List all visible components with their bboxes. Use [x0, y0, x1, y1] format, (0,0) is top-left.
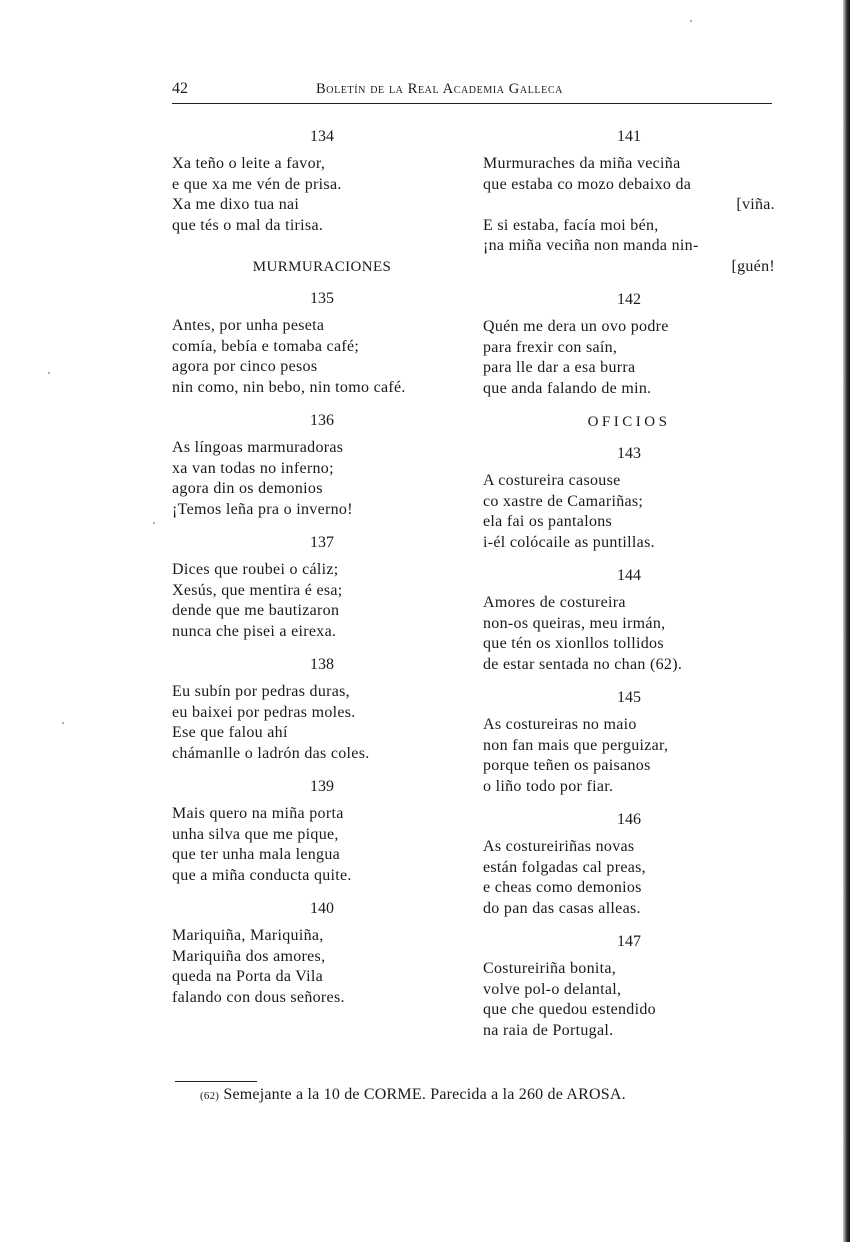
- verse-line: que tén os xionllos tollidos: [483, 635, 664, 652]
- verse-line: As costureiras no maio: [483, 716, 637, 733]
- footnote-text: Semejante a la 10 de CORME. Parecida a la 260 de AROSA.: [223, 1086, 626, 1103]
- verse-line: falando con dous señores.: [172, 988, 345, 1006]
- scan-speck: [48, 372, 50, 374]
- poem-135: [172, 290, 472, 398]
- verse-line: ela fai os pantalons: [483, 513, 613, 530]
- poem-number: 142: [617, 291, 641, 308]
- poem-137: [172, 534, 472, 642]
- verse-line: Costureiriña bonita,: [483, 960, 617, 977]
- verse-line: que estaba co mozo debaixo da: [483, 175, 692, 193]
- verse-line: A costureira casouse: [483, 472, 621, 489]
- verse-line: unha silva que me pique,: [172, 825, 339, 843]
- verse-line: ¡na miña veciña non manda nin-: [483, 237, 699, 254]
- verse-line: para lle dar a esa burra: [483, 359, 636, 376]
- scan-speck: [690, 20, 692, 22]
- verse-line: na raia de Portugal.: [483, 1021, 614, 1039]
- poem-138: [172, 656, 472, 764]
- verse-line: Ese que falou ahí: [172, 724, 288, 741]
- poem-number: 144: [617, 567, 641, 584]
- verse-line: están folgadas cal preas,: [483, 858, 646, 876]
- poem-number: 137: [310, 534, 334, 551]
- poem-number: 143: [617, 445, 641, 462]
- verse-line: co xastre de Camariñas;: [483, 492, 644, 510]
- poem-140: [172, 900, 472, 1008]
- verse-line: Eu subín por pedras duras,: [172, 683, 350, 700]
- verse-line: Mariquiña, Mariquiña,: [172, 927, 324, 944]
- poem-number: 135: [310, 290, 334, 307]
- poem-number: 134: [310, 128, 334, 145]
- verse-line: queda na Porta da Vila: [172, 968, 324, 985]
- verse-line: agora din os demonios: [172, 480, 323, 497]
- verse-line: Mais quero na miña porta: [172, 805, 344, 822]
- verse-line: non fan mais que perguizar,: [483, 736, 669, 754]
- running-title: Boletín de la Real Academia Galleca: [316, 81, 563, 97]
- poem-145: [483, 689, 775, 797]
- poem-134: [172, 128, 472, 236]
- verse-line: Dices que roubei o cáliz;: [172, 561, 339, 578]
- verse-line: que anda falando de min.: [483, 379, 652, 397]
- page-header: [172, 80, 772, 104]
- poem-147: [483, 933, 775, 1041]
- verse-line: non-os queiras, meu irmán,: [483, 614, 666, 632]
- verse-line: dende que me bautizaron: [172, 602, 340, 619]
- verse-line: agora por cinco pesos: [172, 358, 318, 375]
- verse-line: nin como, nin bebo, nin tomo café.: [172, 378, 406, 396]
- poem-number: 145: [617, 689, 641, 706]
- scan-speck: [62, 722, 64, 724]
- verse-line: As língoas marmuradoras: [172, 439, 344, 456]
- scan-edge-shadow: [843, 0, 850, 1242]
- verse-line: que tés o mal da tirisa.: [172, 216, 324, 234]
- verse-line: que ter unha mala lengua: [172, 846, 341, 863]
- poem-144: [483, 567, 775, 675]
- verse-line: Xesús, que mentira é esa;: [172, 581, 343, 599]
- verse-line: e cheas como demonios: [483, 879, 642, 896]
- verse-line: nunca che pisei a eirexa.: [172, 622, 337, 640]
- footnote-marker: (62): [200, 1090, 220, 1102]
- verse-line: ¡Temos leña pra o inverno!: [172, 500, 353, 518]
- section-heading: MURMURACIONES: [252, 259, 392, 275]
- verse-line: que a miña conducta quite.: [172, 866, 352, 884]
- page-number: 42: [172, 80, 188, 97]
- section-heading: OFICIOS: [587, 414, 671, 430]
- verse-line: Antes, por unha peseta: [172, 317, 325, 334]
- poem-143: [483, 445, 775, 553]
- poem-number: 136: [310, 412, 334, 429]
- verse-line: [guén!: [731, 257, 775, 275]
- header-rule: [172, 103, 772, 104]
- verse-line: do pan das casas alleas.: [483, 899, 641, 917]
- verse-line: Xa me dixo tua nai: [172, 196, 300, 213]
- footnote: [200, 1086, 626, 1104]
- verse-line: Murmuraches da miña veciña: [483, 155, 681, 172]
- verse-line: xa van todas no inferno;: [172, 459, 334, 477]
- verse-line: comía, bebía e tomaba café;: [172, 337, 360, 355]
- verse-line: que che quedou estendido: [483, 1001, 656, 1018]
- poem-141: [483, 128, 775, 277]
- poem-136: [172, 412, 472, 520]
- left-column: [172, 128, 472, 1022]
- verse-line: Amores de costureira: [483, 594, 626, 611]
- verse-line: o liño todo por fiar.: [483, 777, 614, 795]
- poem-139: [172, 778, 472, 886]
- verse-line: Mariquiña dos amores,: [172, 947, 326, 965]
- scan-speck: [153, 522, 155, 524]
- poem-142: [483, 291, 775, 399]
- verse-line: volve pol-o delantal,: [483, 980, 622, 998]
- verse-line: [viña.: [736, 196, 775, 213]
- poem-number: 139: [310, 778, 334, 795]
- verse-line: porque teñen os paisanos: [483, 757, 651, 774]
- verse-line: para frexir con saín,: [483, 338, 618, 356]
- verse-line: Xa teño o leite a favor,: [172, 155, 326, 172]
- verse-line: de estar sentada no chan (62).: [483, 655, 683, 673]
- verse-line: eu baixei por pedras moles.: [172, 703, 356, 721]
- poem-number: 141: [617, 128, 641, 145]
- poem-number: 138: [310, 656, 334, 673]
- poem-number: 146: [617, 811, 641, 828]
- verse-line: As costureiriñas novas: [483, 838, 635, 855]
- poem-number: 140: [310, 900, 334, 917]
- poem-146: [483, 811, 775, 919]
- footnote-rule: [175, 1081, 257, 1082]
- verse-line: e que xa me vén de prisa.: [172, 175, 342, 193]
- right-column: [483, 128, 775, 1055]
- verse-line: E si estaba, facía moi bén,: [483, 216, 659, 234]
- verse-line: chámanlle o ladrón das coles.: [172, 744, 370, 762]
- verse-line: i-él colócaile as puntillas.: [483, 533, 655, 551]
- poem-number: 147: [617, 933, 641, 950]
- verse-line: Quén me dera un ovo podre: [483, 318, 669, 335]
